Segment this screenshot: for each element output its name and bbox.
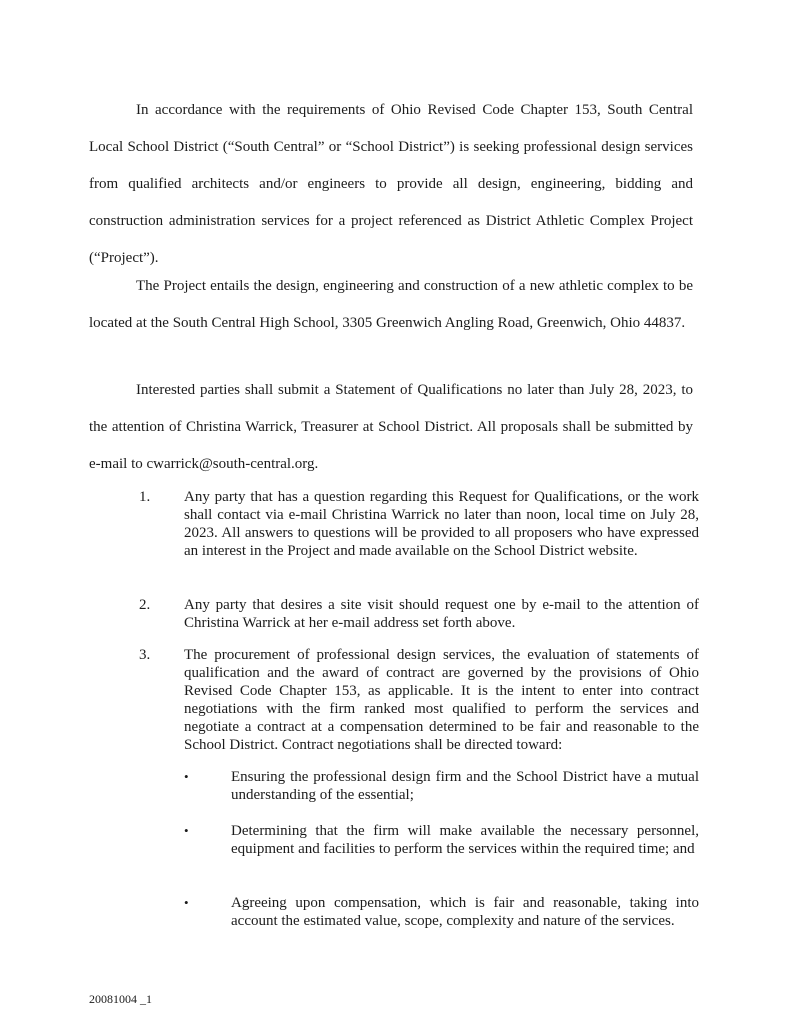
bullet-icon: •	[184, 823, 189, 838]
list-item-text: Any party that has a question regarding this Request for Qualifications, or the work shall contact via e-mail Christina Warrick no later than noon, local time on July 28, 2023. All answers to questions will be provided to all proposers who have expressed an interest in the Project and made available on the School District website.	[184, 489, 699, 559]
intro-paragraph: In accordance with the requirements of Ohio Revised Code Chapter 153, South Central Local School District (“South Central” or “School District”) is seeking professional design services from qualified architects and/or engineers to provide all design, engineering, bidding and construction administration services for a project referenced as District Athletic Complex Project (“Project”).	[89, 102, 693, 266]
bullet-text: Ensuring the professional design firm and the School District have a mutual understanding of the essential;	[231, 769, 699, 803]
document-id-footer: 20081004 _1	[89, 992, 152, 1006]
list-item-number: 3.	[139, 647, 151, 663]
list-item-number: 1.	[139, 489, 151, 505]
list-item-text: The procurement of professional design services, the evaluation of statements of qualification and the award of contract are governed by the provisions of Ohio Revised Code Chapter 153, as applicable. It is the intent to enter into contract negotiations with the firm ranked most qualified to perform the services and negotiate a contract at a compensation determined to be fair and reasonable to the School District. Contract negotiations shall be directed toward:	[184, 647, 699, 753]
bullet-text: Determining that the firm will make available the necessary personnel, equipment and facilities to perform the services within the required time; and	[231, 823, 699, 857]
list-item-number: 2.	[139, 597, 151, 613]
project-paragraph: The Project entails the design, engineering and construction of a new athletic complex to be located at the South Central High School, 3305 Greenwich Angling Road, Greenwich, Ohio 44837.	[89, 278, 693, 331]
bullet-icon: •	[184, 895, 189, 910]
submission-paragraph: Interested parties shall submit a Statement of Qualifications no later than July 28, 2023, to the attention of Christina Warrick, Treasurer at School District. All proposals shall be submitted by e-mail to cwarrick@south-central.org.	[89, 382, 693, 472]
list-item-text: Any party that desires a site visit should request one by e-mail to the attention of Christina Warrick at her e-mail address set forth above.	[184, 597, 699, 631]
bullet-text: Agreeing upon compensation, which is fair and reasonable, taking into account the estimated value, scope, complexity and nature of the services.	[231, 895, 699, 929]
bullet-icon: •	[184, 769, 189, 784]
